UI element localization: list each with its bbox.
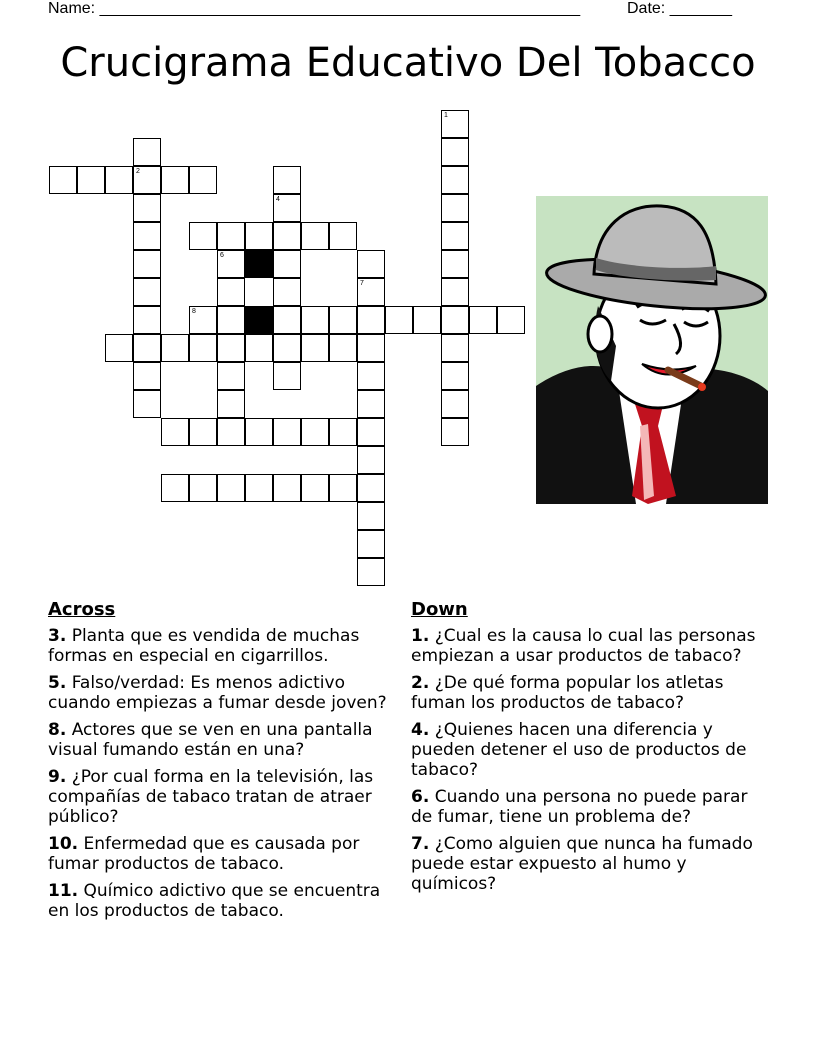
crossword-cell[interactable] xyxy=(217,474,245,502)
crossword-cell[interactable] xyxy=(245,418,273,446)
crossword-cell[interactable] xyxy=(217,418,245,446)
clue-number: 8 xyxy=(192,308,196,315)
crossword-cell[interactable] xyxy=(273,194,301,222)
crossword-cell[interactable] xyxy=(217,362,245,390)
crossword-cell[interactable] xyxy=(133,278,161,306)
crossword-cell[interactable] xyxy=(441,138,469,166)
crossword-cell[interactable] xyxy=(189,418,217,446)
crossword-cell[interactable] xyxy=(245,474,273,502)
clue-number-label: 1. xyxy=(411,626,430,646)
crossword-cell[interactable] xyxy=(49,166,77,194)
crossword-cell[interactable] xyxy=(133,306,161,334)
across-clue xyxy=(48,673,403,713)
crossword-cell[interactable] xyxy=(245,334,273,362)
clue-number: 1 xyxy=(444,112,448,119)
crossword-cell[interactable] xyxy=(273,278,301,306)
crossword-cell[interactable] xyxy=(441,390,469,418)
clue-number-label: 5. xyxy=(48,673,67,693)
clue-number: 7 xyxy=(360,280,364,287)
crossword-cell[interactable] xyxy=(357,502,385,530)
clue-number-label: 6. xyxy=(411,787,430,807)
crossword-cell[interactable] xyxy=(441,362,469,390)
crossword-cell[interactable] xyxy=(161,474,189,502)
clue-number-label: 11. xyxy=(48,881,79,901)
crossword-cell[interactable] xyxy=(329,222,357,250)
across-clue xyxy=(48,767,403,827)
crossword-cell[interactable] xyxy=(189,334,217,362)
clue-text: ¿Cual es la causa lo cual las personas empiezan a usar productos de tabaco? xyxy=(411,626,756,666)
clue-number-label: 9. xyxy=(48,767,67,787)
crossword-cell[interactable] xyxy=(273,222,301,250)
crossword-cell[interactable] xyxy=(441,334,469,362)
crossword-cell[interactable] xyxy=(133,334,161,362)
across-clue xyxy=(48,834,403,874)
crossword-cell[interactable] xyxy=(357,418,385,446)
crossword-cell[interactable] xyxy=(77,166,105,194)
crossword-cell[interactable] xyxy=(441,194,469,222)
clue-text: Planta que es vendida de muchas formas en especial en cigarrillos. xyxy=(48,626,360,666)
crossword-cell[interactable] xyxy=(441,418,469,446)
crossword-cell[interactable] xyxy=(357,390,385,418)
clue-text: ¿Como alguien que nunca ha fumado puede estar expuesto al humo y químicos? xyxy=(411,834,753,894)
clue-number-label: 8. xyxy=(48,720,67,740)
down-heading: Down xyxy=(411,599,468,620)
clue-number: 2 xyxy=(136,168,140,175)
date-field-label: Date: _______ xyxy=(627,0,732,17)
clue-text: ¿Quienes hacen una diferencia y pueden detener el uso de productos de tabaco? xyxy=(411,720,747,780)
down-clues xyxy=(411,600,773,901)
down-clue xyxy=(411,834,773,894)
crossword-cell[interactable] xyxy=(133,390,161,418)
clue-text: Cuando una persona no puede parar de fumar, tiene un problema de? xyxy=(411,787,748,827)
crossword-cell[interactable] xyxy=(413,306,441,334)
crossword-cell[interactable] xyxy=(189,166,217,194)
across-clues xyxy=(48,600,403,928)
clue-text: Falso/verdad: Es menos adictivo cuando empiezas a fumar desde joven? xyxy=(48,673,387,713)
crossword-cell[interactable] xyxy=(105,166,133,194)
crossword-cell[interactable] xyxy=(329,418,357,446)
crossword-cell[interactable] xyxy=(133,250,161,278)
crossword-cell[interactable] xyxy=(189,306,217,334)
crossword-cell[interactable] xyxy=(301,306,329,334)
crossword-cell[interactable] xyxy=(357,250,385,278)
crossword-cell[interactable] xyxy=(441,306,469,334)
clue-number-label: 2. xyxy=(411,673,430,693)
clue-number: 4 xyxy=(276,196,280,203)
crossword-cell[interactable] xyxy=(133,166,161,194)
crossword-cell[interactable] xyxy=(161,334,189,362)
crossword-cell[interactable] xyxy=(273,306,301,334)
crossword-cell[interactable] xyxy=(217,334,245,362)
crossword-cell[interactable] xyxy=(441,166,469,194)
crossword-cell[interactable] xyxy=(357,446,385,474)
crossword-cell[interactable] xyxy=(357,278,385,306)
crossword-cell[interactable] xyxy=(273,474,301,502)
crossword-cell[interactable] xyxy=(329,474,357,502)
clue-number: 6 xyxy=(220,252,224,259)
crossword-cell[interactable] xyxy=(189,222,217,250)
down-clue xyxy=(411,626,773,666)
crossword-cell[interactable] xyxy=(301,334,329,362)
clue-number-label: 7. xyxy=(411,834,430,854)
crossword-cell[interactable] xyxy=(357,530,385,558)
crossword-cell[interactable] xyxy=(105,334,133,362)
crossword-cell[interactable] xyxy=(133,194,161,222)
across-clue xyxy=(48,881,403,921)
crossword-cell[interactable] xyxy=(469,306,497,334)
crossword-cell[interactable] xyxy=(357,362,385,390)
name-field-label: Name: ______________________________________________________ xyxy=(48,0,581,17)
crossword-cell[interactable] xyxy=(273,362,301,390)
clue-text: Actores que se ven en una pantalla visual fumando están en una? xyxy=(48,720,373,760)
crossword-cell[interactable] xyxy=(217,250,245,278)
crossword-cell[interactable] xyxy=(273,418,301,446)
across-clue xyxy=(48,626,403,666)
crossword-cell[interactable] xyxy=(357,334,385,362)
down-clue xyxy=(411,673,773,713)
crossword-cell[interactable] xyxy=(329,334,357,362)
crossword-cell[interactable] xyxy=(329,306,357,334)
clue-text: ¿Por cual forma en la televisión, las compañías de tabaco tratan de atraer público? xyxy=(48,767,374,827)
across-heading: Across xyxy=(48,599,116,620)
crossword-cell[interactable] xyxy=(161,418,189,446)
page-title: Crucigrama Educativo Del Tobacco xyxy=(60,40,756,86)
crossword-cell[interactable] xyxy=(217,390,245,418)
crossword-cell[interactable] xyxy=(273,250,301,278)
crossword-cell[interactable] xyxy=(217,222,245,250)
clue-number-label: 3. xyxy=(48,626,67,646)
crossword-cell[interactable] xyxy=(497,306,525,334)
crossword-cell[interactable] xyxy=(441,222,469,250)
crossword-cell[interactable] xyxy=(133,222,161,250)
crossword-cell[interactable] xyxy=(245,222,273,250)
crossword-cell[interactable] xyxy=(273,334,301,362)
crossword-cell[interactable] xyxy=(441,278,469,306)
crossword-cell[interactable] xyxy=(357,306,385,334)
crossword-cell[interactable] xyxy=(217,278,245,306)
clue-text: Enfermedad que es causada por fumar productos de tabaco. xyxy=(48,834,360,874)
crossword-cell[interactable] xyxy=(441,110,469,138)
crossword-cell[interactable] xyxy=(301,474,329,502)
crossword-black-square xyxy=(245,250,273,278)
crossword-black-square xyxy=(245,306,273,334)
clue-number-label: 10. xyxy=(48,834,79,854)
crossword-cell[interactable] xyxy=(217,306,245,334)
crossword-cell[interactable] xyxy=(441,250,469,278)
clue-number-label: 4. xyxy=(411,720,430,740)
crossword-cell[interactable] xyxy=(161,166,189,194)
crossword-cell[interactable] xyxy=(385,306,413,334)
clue-text: ¿De qué forma popular los atletas fuman los productos de tabaco? xyxy=(411,673,724,713)
crossword-cell[interactable] xyxy=(357,558,385,586)
crossword-cell[interactable] xyxy=(301,222,329,250)
across-clue xyxy=(48,720,403,760)
crossword-cell[interactable] xyxy=(357,474,385,502)
clue-text: Químico adictivo que se encuentra en los productos de tabaco. xyxy=(48,881,381,921)
crossword-cell[interactable] xyxy=(301,418,329,446)
down-clue xyxy=(411,720,773,780)
down-clue xyxy=(411,787,773,827)
crossword-cell[interactable] xyxy=(133,138,161,166)
smoking-man-illustration xyxy=(536,196,768,504)
crossword-cell[interactable] xyxy=(273,166,301,194)
crossword-cell[interactable] xyxy=(133,362,161,390)
crossword-cell[interactable] xyxy=(189,474,217,502)
